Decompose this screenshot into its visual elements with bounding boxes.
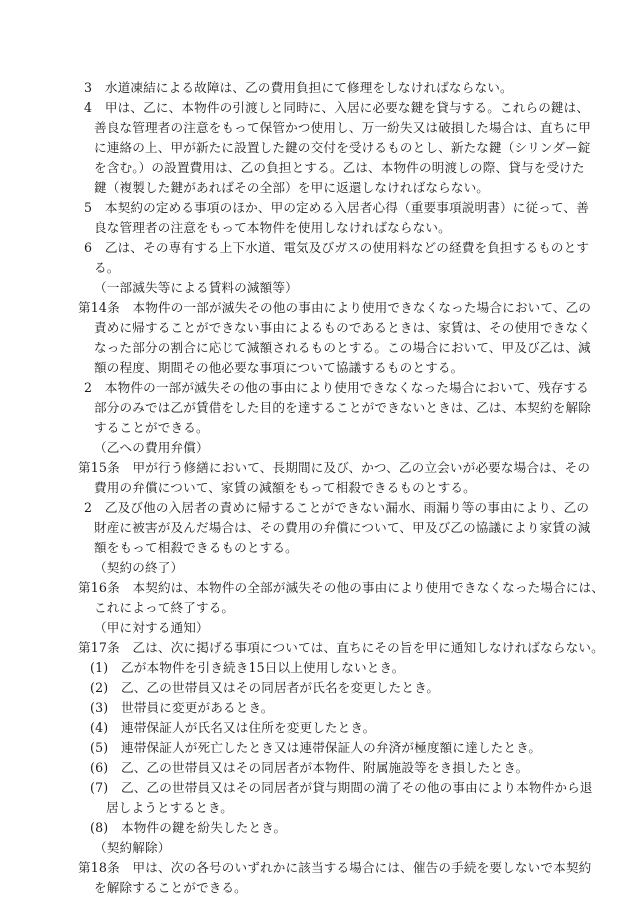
article-15-item-2-cont: 額をもって相殺できるものとする。	[94, 540, 298, 555]
article-17-title: 第17条 乙は、次に掲げる事項については、直ちにその旨を甲に通知しなければならない。	[78, 640, 604, 655]
article-16-title: 第16条 本契約は、本物件の全部が滅失その他の事由により使用できなくなった場合には、	[78, 580, 605, 595]
article-17-heading: （甲に対する通知）	[94, 620, 209, 635]
clause-item-4-cont: 善良な管理者の注意をもって保管かつ使用し、万一紛失又は破損した場合は、直ちに甲	[94, 120, 592, 135]
article-17-item-4: (4) 連帯保証人が氏名又は住所を変更したとき。	[90, 720, 376, 735]
article-17-item-7-cont: 居しようとするとき。	[106, 800, 233, 815]
article-15-item-2-cont: 財産に被害が及んだ場合は、その費用の弁償について、甲及び乙の協議により家賃の減	[94, 520, 591, 535]
article-15-heading: （乙への費用弁償）	[94, 440, 209, 455]
clause-item-6: 6 乙は、その専有する上下水道、電気及びガスの使用料などの経費を負担するものとす	[84, 240, 590, 255]
article-14-cont: 責めに帰することができない事由によるものであるときは、家賃は、その使用できなく	[94, 320, 592, 335]
article-17-item-8: (8) 本物件の鍵を紛失したとき。	[90, 820, 287, 835]
article-14-item-2-cont: することができる。	[94, 420, 209, 435]
article-17-item-1: (1) 乙が本物件を引き続き15日以上使用しないとき。	[90, 660, 405, 675]
article-14-cont: 額の程度、期間その他必要な事項について協議するものとする。	[94, 360, 464, 375]
article-16-cont: これによって終了する。	[94, 600, 235, 615]
article-18-heading: （契約解除）	[94, 840, 171, 855]
clause-item-5-cont: 良な管理者の注意をもって本物件を使用しなければならない。	[94, 220, 451, 235]
article-17-item-2: (2) 乙、乙の世帯員又はその同居者が氏名を変更したとき。	[90, 680, 440, 695]
clause-item-6-cont: る。	[94, 260, 120, 275]
article-14-cont: なった部分の割合に応じて減額されるものとする。この場合において、甲及び乙は、減	[94, 340, 591, 355]
clause-item-4: 4 甲は、乙に、本物件の引渡しと同時に、入居に必要な鍵を貸与する。これらの鍵は、	[84, 100, 590, 115]
article-16-heading: （契約の終了）	[94, 560, 184, 575]
article-14-heading: （一部滅失等による賃料の減額等）	[94, 280, 298, 295]
clause-item-4-cont: 鍵（複製した鍵があればその全部）を甲に返還しなければならない。	[94, 180, 490, 195]
article-17-item-3: (3) 世帯員に変更があるとき。	[90, 700, 274, 715]
article-17-item-6: (6) 乙、乙の世帯員又はその同居者が本物件、附属施設等をき損したとき。	[90, 760, 529, 775]
clause-item-4-cont: に連絡の上、甲が新たに設置した鍵の交付を受けるものとし、新たな鍵（シリンダー錠	[94, 140, 591, 155]
article-18-cont: を解除することができる。	[94, 880, 247, 895]
article-17-item-7: (7) 乙、乙の世帯員又はその同居者が貸与期間の満了その他の事由により本物件から退	[90, 780, 593, 795]
article-14-item-2: 2 本物件の一部が滅失その他の事由により使用できなくなった場合において、残存する	[84, 380, 589, 395]
article-14-item-2-cont: 部分のみでは乙が賃借をした目的を達することができないときは、乙は、本契約を解除	[94, 400, 592, 415]
article-14-title: 第14条 本物件の一部が滅失その他の事由により使用できなくなった場合において、乙の	[78, 300, 592, 315]
clause-item-5: 5 本契約の定める事項のほか、甲の定める入居者心得（重要事項説明書）に従って、善	[84, 200, 589, 215]
article-17-item-5: (5) 連帯保証人が死亡したとき又は連帯保証人の弁済が極度額に達したとき。	[90, 740, 542, 755]
clause-item-4-cont: を含む。）の設置費用は、乙の負担とする。乙は、本物件の明渡しの際、貸与を受けた	[94, 160, 585, 175]
clause-item-3: 3 水道凍結による故障は、乙の費用負担にて修理をしなければならない。	[84, 80, 513, 95]
article-15-cont: 費用の弁償について、家賃の減額をもって相殺できるものとする。	[94, 480, 476, 495]
article-18-title: 第18条 甲は、次の各号のいずれかに該当する場合には、催告の手続を要しないで本契約	[78, 860, 592, 875]
article-15-item-2: 2 乙及び他の入居者の責めに帰することができない漏水、雨漏り等の事由により、乙の	[84, 500, 590, 515]
article-15-title: 第15条 甲が行う修繕において、長期間に及び、かつ、乙の立会いが必要な場合は、その	[78, 460, 591, 475]
